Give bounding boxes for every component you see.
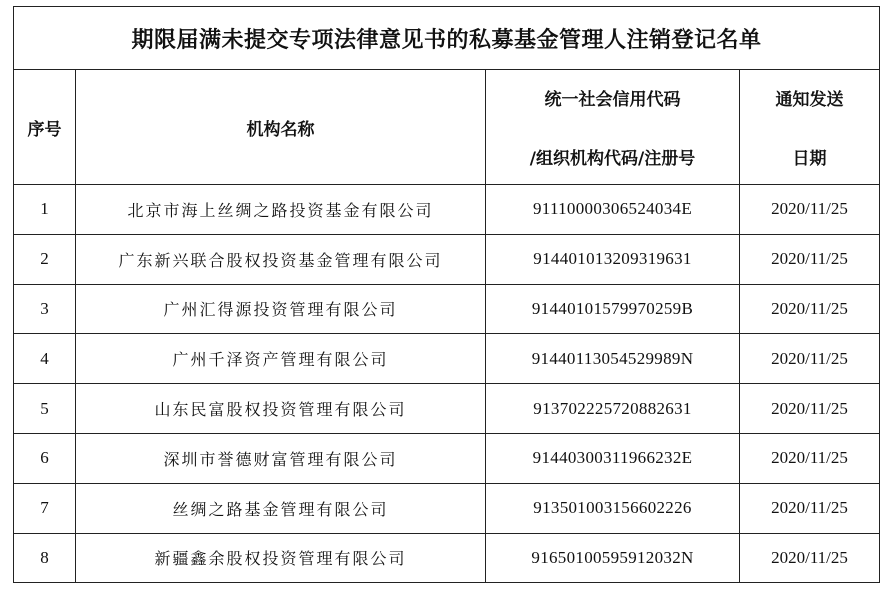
header-date [740, 70, 880, 185]
row-code: 913702225720882631 [486, 384, 740, 434]
row-date: 2020/11/25 [740, 533, 880, 583]
table-row [14, 533, 880, 583]
table-row [14, 334, 880, 384]
row-index: 5 [14, 384, 76, 434]
row-index: 6 [14, 433, 76, 483]
row-date: 2020/11/25 [740, 185, 880, 235]
row-date: 2020/11/25 [740, 334, 880, 384]
table-title: 期限届满未提交专项法律意见书的私募基金管理人注销登记名单 [14, 7, 880, 70]
table-row [14, 284, 880, 334]
header-code-line2: /组织机构代码/注册号 [529, 149, 696, 169]
row-date: 2020/11/25 [740, 384, 880, 434]
row-code: 91440101579970259B [486, 284, 740, 334]
table-row [14, 433, 880, 483]
header-name: 机构名称 [76, 70, 486, 185]
deregistration-table [13, 6, 880, 583]
row-index: 8 [14, 533, 76, 583]
row-code: 91440113054529989N [486, 334, 740, 384]
row-code: 91440300311966232E [486, 433, 740, 483]
row-name: 北京市海上丝绸之路投资基金有限公司 [76, 185, 486, 235]
row-index: 2 [14, 234, 76, 284]
row-name: 广州汇得源投资管理有限公司 [76, 284, 486, 334]
row-name: 新疆鑫余股权投资管理有限公司 [76, 533, 486, 583]
header-code-line1: 统一社会信用代码 [544, 90, 681, 110]
row-name: 深圳市誉德财富管理有限公司 [76, 433, 486, 483]
table-row [14, 185, 880, 235]
table-row [14, 234, 880, 284]
row-index: 1 [14, 185, 76, 235]
row-date: 2020/11/25 [740, 433, 880, 483]
row-code: 9111000030652403​4E [486, 185, 740, 235]
row-date: 2020/11/25 [740, 284, 880, 334]
header-index: 序号 [14, 70, 76, 185]
row-name: 广东新兴联合股权投资基金管理有限公司 [76, 234, 486, 284]
header-date-line2: 日期 [792, 149, 827, 169]
row-code: 914401013209319631 [486, 234, 740, 284]
row-name: 丝绸之路基金管理有限公司 [76, 483, 486, 533]
row-date: 2020/11/25 [740, 483, 880, 533]
row-index: 7 [14, 483, 76, 533]
row-date: 2020/11/25 [740, 234, 880, 284]
row-index: 4 [14, 334, 76, 384]
row-name: 山东民富股权投资管理有限公司 [76, 384, 486, 434]
row-code: 91650100595912032N [486, 533, 740, 583]
row-code: 913501003156602226 [486, 483, 740, 533]
header-code [486, 70, 740, 185]
row-name: 广州千泽资产管理有限公司 [76, 334, 486, 384]
table-row [14, 384, 880, 434]
header-date-line1: 通知发送 [775, 90, 844, 110]
row-index: 3 [14, 284, 76, 334]
table-row [14, 483, 880, 533]
